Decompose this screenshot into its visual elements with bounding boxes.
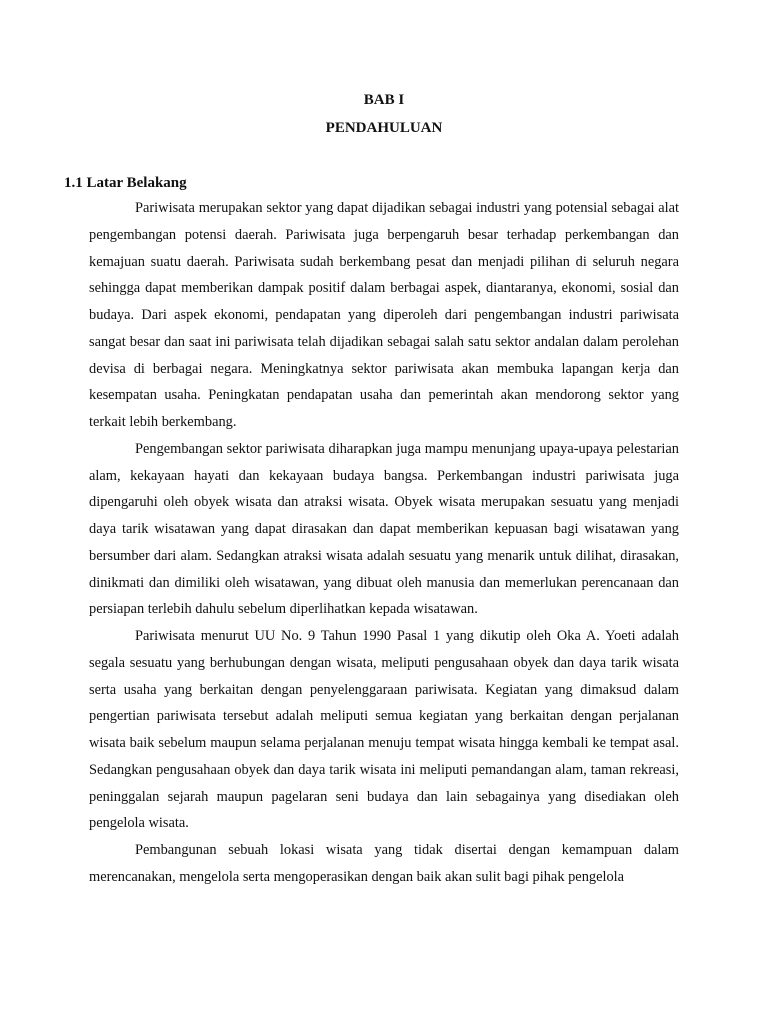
paragraph: Pariwisata merupakan sektor yang dapat dijadikan sebagai industri yang potensial sebagai alat pengembangan potensi daerah. Pariwisata juga berpengaruh besar terhadap perkembangan dan kemajuan suatu daerah. Pariwisata sudah berkembang pesat dan menjadi pilihan di seluruh negara sehingga dapat memberikan dampak positif dalam berbagai aspek, diantaranya, ekonomi, sosial dan budaya. Dari aspek ekonomi, pendapatan yang diperoleh dari pengembangan industri pariwisata sangat besar dan saat ini pariwisata telah dijadikan sebagai salah satu sektor andalan dalam perolehan devisa di berbagai negara. Meningkatnya sektor pariwisata akan membuka lapangan kerja dan kesempatan usaha. Peningkatan pendapatan usaha dan pemerintah akan mendorong sektor yang terkait lebih berkembang. [89, 200, 679, 430]
paragraph: Pariwisata menurut UU No. 9 Tahun 1990 Pasal 1 yang dikutip oleh Oka A. Yoeti adalah segala sesuatu yang berhubungan dengan wisata, meliputi pengusahaan obyek dan daya tarik wisata serta usaha yang berkaitan dengan penyelenggaraan pariwisata. Kegiatan yang dimaksud dalam pengertian pariwisata tersebut adalah meliputi semua kegiatan yang berkaitan dengan perjalanan wisata baik sebelum maupun selama perjalanan menuju tempat wisata hingga kembali ke tempat asal. Sedangkan pengusahaan obyek dan daya tarik wisata ini meliputi pemandangan alam, taman rekreasi, peninggalan sejarah maupun pagelaran seni budaya dan lain sebagainya yang disediakan oleh pengelola wisata. [89, 628, 679, 832]
paragraph: Pengembangan sektor pariwisata diharapkan juga mampu menunjang upaya-upaya pelestarian alam, kekayaan hayati dan kekayaan budaya bangsa. Perkembangan industri pariwisata juga dipengaruhi oleh obyek wisata dan atraksi wisata. Obyek wisata merupakan sesuatu yang menjadi daya tarik wisatawan yang dapat dirasakan dan dapat memberikan kepuasan bagi wisatawan yang bersumber dari alam. Sedangkan atraksi wisata adalah sesuatu yang menarik untuk dilihat, dirasakan, dinikmati dan dimiliki oleh wisatawan, yang dibuat oleh manusia dan memerlukan perencanaan dan persiapan terlebih dahulu sebelum diperlihatkan kepada wisatawan. [89, 440, 679, 618]
paragraph: Pembangunan sebuah lokasi wisata yang tidak disertai dengan kemampuan dalam merencanakan, mengelola serta mengoperasikan dengan baik akan sulit bagi pihak pengelola [89, 842, 679, 885]
chapter-title: PENDAHULUAN [325, 120, 443, 136]
body-text [89, 195, 679, 891]
chapter-number: BAB I [363, 92, 405, 108]
section-heading: 1.1 Latar Belakang [64, 175, 187, 191]
